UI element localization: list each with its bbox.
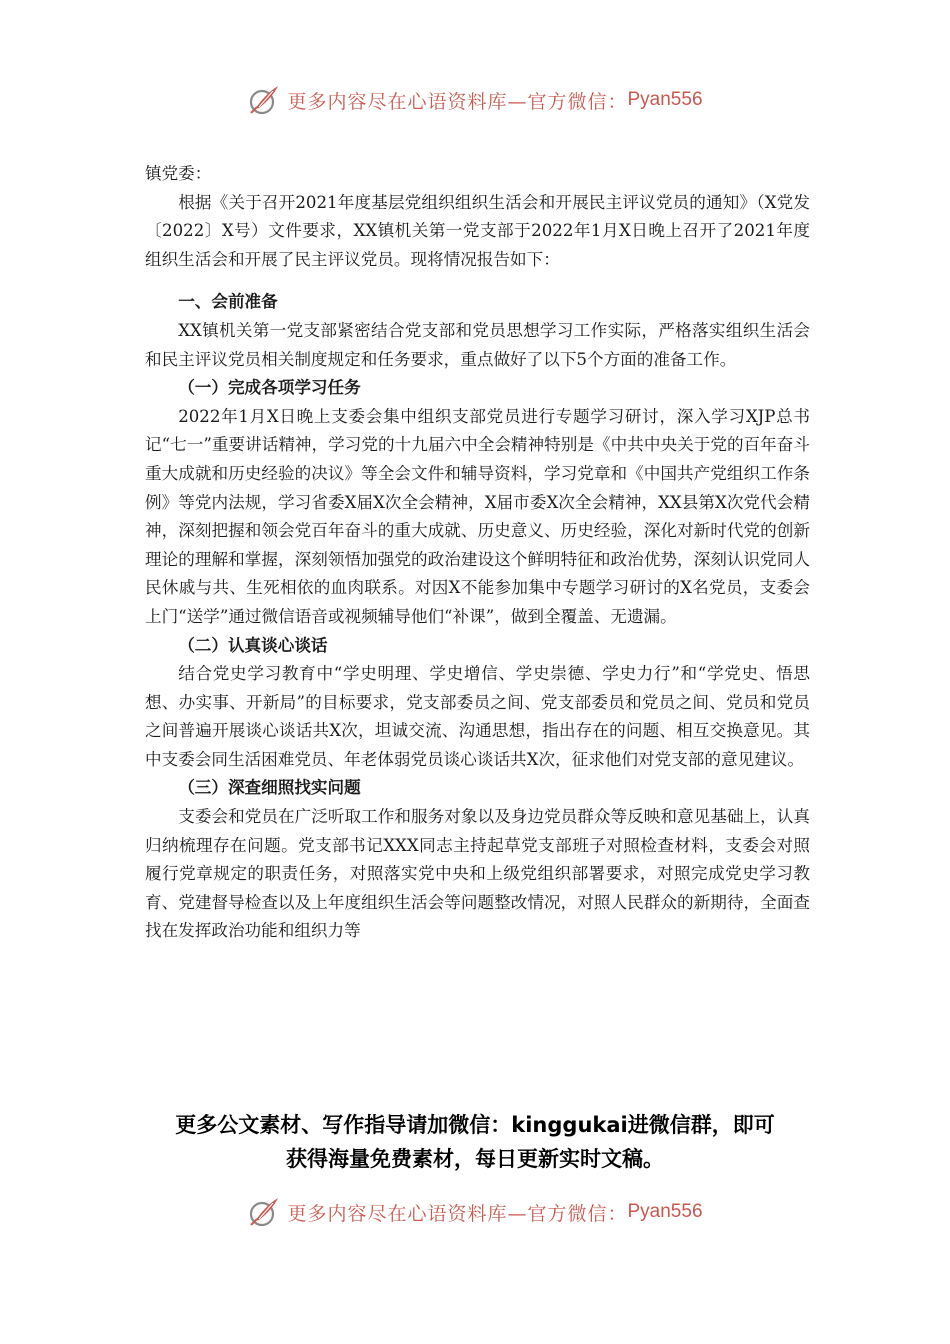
banner-wechat-id: Pyan556 bbox=[627, 1201, 703, 1222]
section-1-paragraph: XX镇机关第一党支部紧密结合党支部和党员思想学习工作实际，严格落实组织生活会和民主评议党员相关制度规定和任务要求，重点做好了以下5个方面的准备工作。 bbox=[145, 320, 810, 369]
banner-text: 更多内容尽在心语资料库—官方微信： bbox=[287, 90, 628, 113]
banner-text: 更多内容尽在心语资料库—官方微信： bbox=[287, 1202, 628, 1225]
subsection-1-paragraph: 2022年1月X日晚上支委会集中组织支部党员进行专题学习研讨，深入学习XJP总书记“七一”重要讲话精神，学习党的十九届六中全会精神特别是《中共中央关于党的百年奋斗重大成就和历史经验的决议》等全会文件和辅导资料，学习党章和《中国共产党组织工作条例》等党内法规，学习省委X届X次全会精神，X届市委X次全会精神，XX县第X次党代会精神，深刻把握和领会党百年奋斗的重大成就、历史意义、历史经验，深化对新时代党的创新理论的理解和掌握，深刻领悟加强党的政治建设这个鲜明特征和政治优势，深刻认识党同人民休戚与共、生死相依的血肉联系。对因X不能参加集中专题学习研讨的X名党员，支委会上门“送学”通过微信语音或视频辅导他们“补课”，做到全覆盖、无遗漏。 bbox=[145, 406, 810, 626]
document-body bbox=[145, 160, 810, 946]
banner-wechat-id: Pyan556 bbox=[627, 89, 703, 110]
promo-line-2: 获得海量免费素材，每日更新实时文稿。 bbox=[286, 1147, 664, 1171]
promo-line-1: 更多公文素材、写作指导请加微信：kinggukai进微信群，即可 bbox=[175, 1113, 775, 1137]
subsection-1-title: （一）完成各项学习任务 bbox=[178, 378, 361, 398]
header-banner bbox=[0, 80, 950, 120]
subsection-2-title: （二）认真谈心谈话 bbox=[178, 635, 328, 655]
intro-paragraph: 根据《关于召开2021年度基层党组织组织生活会和开展民主评议党员的通知》（X党发〔2022〕X号）文件要求，XX镇机关第一党支部于2022年1月X日晚上召开了2021年度组织生活会和开展了民主评议党员。现将情况报告如下： bbox=[145, 192, 810, 269]
promo-block bbox=[0, 1108, 950, 1176]
section-1-title: 一、会前准备 bbox=[178, 292, 278, 312]
subsection-3-paragraph: 支委会和党员在广泛听取工作和服务对象以及身边党员群众等反映和意见基础上，认真归纳梳理存在问题。党支部书记XXX同志主持起草党支部班子对照检查材料，支委会对照履行党章规定的职责任务，对照落实党中央和上级党组织部署要求，对照完成党史学习教育、党建督导检查以及上年度组织生活会等问题整改情况，对照人民群众的新期待，全面查找在发挥政治功能和组织力等 bbox=[145, 807, 810, 941]
footer-banner bbox=[0, 1192, 950, 1232]
quill-logo-icon bbox=[247, 1195, 281, 1229]
subsection-3-title: （三）深查细照找实问题 bbox=[178, 778, 361, 798]
subsection-2-paragraph: 结合党史学习教育中“学史明理、学史增信、学史崇德、学史力行”和“学党史、悟思想、办实事、开新局”的目标要求，党支部委员之间、党支部委员和党员之间、党员和党员之间普遍开展谈心谈话共X次，坦诚交流、沟通思想，指出存在的问题、相互交换意见。其中支委会同生活困难党员、年老体弱党员谈心谈话共X次，征求他们对党支部的意见建议。 bbox=[145, 664, 810, 769]
salutation: 镇党委： bbox=[145, 164, 212, 183]
quill-logo-icon bbox=[247, 83, 281, 117]
